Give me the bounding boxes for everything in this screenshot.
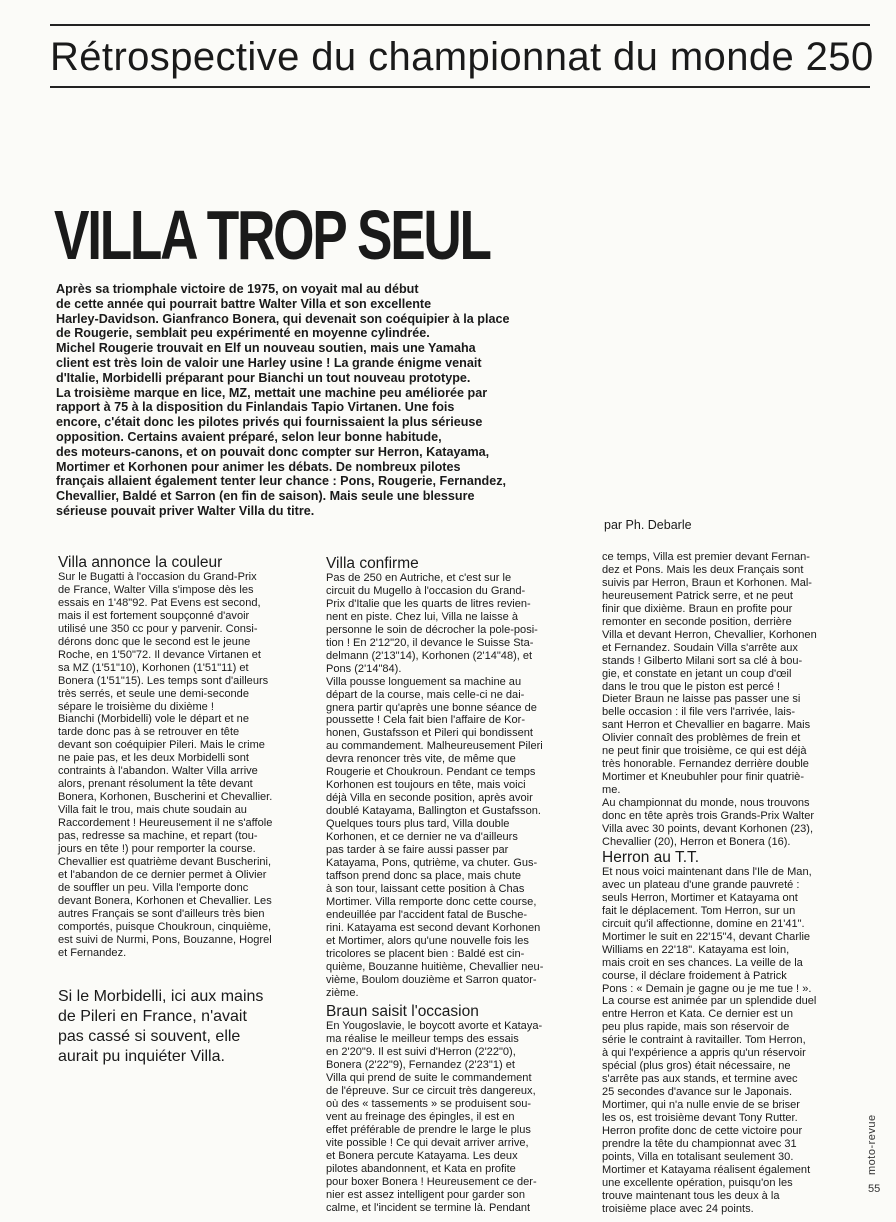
text-line: Mortimer, qui n'a nulle envie de se briser <box>602 1099 800 1112</box>
intro-line: des moteurs-canons, et on pouvait donc compter sur Herron, Katayama, <box>56 444 490 459</box>
pull-quote-line: aurait pu inquiéter Villa. <box>58 1048 225 1065</box>
column-3-body-1 <box>602 551 866 849</box>
text-line: ne paie pas, et les deux Morbidelli sont <box>58 752 249 765</box>
text-line: déjà Villa en seconde position, après avoir <box>326 792 533 805</box>
text-line: Rougerie et Choukroun. Pendant ce temps <box>326 766 536 779</box>
text-line: peu plus rapide, mais son réservoir de <box>602 1021 790 1034</box>
article-intro <box>56 282 616 519</box>
text-line: sépare le troisième du dixième ! <box>58 700 214 713</box>
text-line: remonter en seconde position, derrière <box>602 615 792 628</box>
pull-quote-line: de Pileri en France, n'avait <box>58 1008 247 1025</box>
intro-line: Harley-Davidson. Gianfranco Bonera, qui devenait son coéquipier à la place <box>56 311 510 326</box>
text-line: trouve maintenant tous les deux à la <box>602 1189 780 1202</box>
text-line: en 2'20"9. Il est suivi d'Herron (2'22"0), <box>326 1046 516 1059</box>
column-2 <box>326 555 592 1215</box>
text-line: nent en piste. Chez lui, Villa ne laisse à <box>326 610 519 623</box>
intro-line: opposition. Certains avaient préparé, selon leur bonne habitude, <box>56 429 442 444</box>
text-line: nier est assez intelligent pour garder son <box>326 1188 525 1201</box>
text-line: série le contraint à ravitailler. Tom Herron, <box>602 1034 806 1047</box>
text-line: tarde donc pas à se retrouver en tête <box>58 726 240 739</box>
text-line: donc en tête après trois Grands-Prix Walter <box>602 810 815 823</box>
text-line: entre Herron et Kata. Ce dernier est un <box>602 1008 793 1021</box>
text-line: Bonera, Korhonen, Buscherini et Chevallier. <box>58 791 273 804</box>
intro-line: rapport à 75 à la disposition du Finlandais Tapio Virtanen. Une fois <box>56 400 455 415</box>
text-line: tricolores se placent bien : Baldé est cin- <box>326 947 525 960</box>
intro-line: client est très loin de valoir une Harley usine ! La grande énigme venait <box>56 355 482 370</box>
text-line: Chevallier (20), Herron et Bonera (16). <box>602 835 791 848</box>
text-line: taffson prend donc sa place, mais chute <box>326 869 522 882</box>
intro-line: Michel Rougerie trouvait en Elf un nouveau soutien, mais une Yamaha <box>56 341 476 356</box>
text-line: Villa avec 30 points, devant Korhonen (23), <box>602 823 814 836</box>
text-line: Chevallier est quatrième devant Buscherini, <box>58 855 272 868</box>
byline: par Ph. Debarle <box>604 518 692 532</box>
text-line: très serrés, et seule une demi-seconde <box>58 687 249 700</box>
text-line: suivis par Herron, Braun et Korhonen. Mal- <box>602 576 812 589</box>
text-line: ce temps, Villa est premier devant Fernan- <box>602 551 810 563</box>
text-line: delmann (2'13"14), Korhonen (2'14"48), et <box>326 649 533 662</box>
text-line: heureusement Patrick serre, et ne peut <box>602 589 793 602</box>
text-line: devant son coéquipier Pileri. Mais le crime <box>58 739 265 752</box>
text-line: de l'épreuve. Sur ce circuit très dangereux, <box>326 1085 536 1098</box>
text-line: points, Villa en totalisant seulement 30. <box>602 1150 794 1163</box>
text-line: finir que dixième. Braun en profite pour <box>602 602 793 615</box>
intro-line: La troisième marque en lice, MZ, mettait une machine peu améliorée par <box>56 385 488 400</box>
text-line: Mortimer et Katayama réalisent également <box>602 1163 811 1176</box>
text-line: Pons (2'14"84). <box>326 662 402 675</box>
text-line: dérons donc que le second est le jeune <box>58 635 251 648</box>
text-line: à qui l'expérience a appris qu'un réservoir <box>602 1047 806 1060</box>
text-line: doublé Katayama, Ballington et Gustafsson. <box>326 805 541 818</box>
text-line: honen, Gustafsson et Pileri qui bondissent <box>326 727 533 740</box>
text-line: gnera partir qu'après une bonne séance de <box>326 701 537 714</box>
text-line: Herron profite donc de cette victoire pour <box>602 1124 803 1137</box>
text-line: Williams en 22'18". Katayama est loin, <box>602 943 790 956</box>
intro-line: de cette année qui pourrait battre Walter Villa et son excellente <box>56 296 432 311</box>
intro-line: français allaient également tenter leur chance : Pons, Rougerie, Fernandez, <box>56 474 507 489</box>
page-number: 55 <box>868 1183 881 1195</box>
text-line: sa MZ (1'51"10), Korhonen (1'51"11) et <box>58 661 249 674</box>
text-line: avec un plateau d'une grande pauvreté : <box>602 878 800 891</box>
text-line: sant Herron et Chevallier en bagarre. Mais <box>602 719 811 732</box>
text-line: La course est animée par un splendide duel <box>602 995 817 1008</box>
column-1 <box>58 554 308 960</box>
text-line: de souffler un peu. Villa l'emporte donc <box>58 881 249 894</box>
pull-quote-line: Si le Morbidelli, ici aux mains <box>58 988 264 1005</box>
text-line: fait le déplacement. Tom Herron, sur un <box>602 904 796 917</box>
bottom-rule <box>50 86 870 88</box>
text-line: Pas de 250 en Autriche, et c'est sur le <box>326 572 512 584</box>
text-line: dans le trou que le piston est percé ! <box>602 680 781 693</box>
text-line: et Fernandez. Soudain Villa s'arrête aux <box>602 641 798 654</box>
text-line: me. <box>602 784 621 797</box>
text-line: poussette ! Cela fait bien l'affaire de Kor- <box>326 714 526 727</box>
text-line: vième, Boulom douzième et Sarron quator- <box>326 973 537 986</box>
text-line: gie, et constate en jetant un coup d'œil <box>602 667 792 680</box>
text-line: spécial (plus gros) était nécessaire, ne <box>602 1060 791 1073</box>
text-line: et Fernandez. <box>58 946 127 959</box>
text-line: utilisé une 350 cc pour y parvenir. Consi- <box>58 622 258 635</box>
text-line: pilotes abandonnent, et Kata en profite <box>326 1162 516 1175</box>
pull-quote-line: pas cassé si souvent, elle <box>58 1028 241 1045</box>
text-line: Mortimer le suit en 22'15"4, devant Charlie <box>602 930 811 943</box>
text-line: s'arrête pas aux stands, et termine avec <box>602 1073 798 1086</box>
text-line: Mortimer et Kneubuhler pour finir quatriè- <box>602 771 805 784</box>
text-line: Raccordement ! Heureusement il ne s'affole <box>58 817 273 830</box>
top-rule <box>50 24 870 26</box>
text-line: Korhonen est toujours en tête, mais voici <box>326 779 526 792</box>
text-line: belle occasion : il file vers l'arrivée, lais- <box>602 706 796 719</box>
text-line: essais en 1'48"92. Pat Evens est second, <box>58 596 261 609</box>
subheading-braun-saisit: Braun saisit l'occasion <box>326 1003 479 1021</box>
text-line: dez et Pons. Mais les deux Français sont <box>602 563 804 576</box>
text-line: circuit qu'il affectionne, domine en 21'41". <box>602 917 805 930</box>
text-line: stands ! Gilberto Milani sort sa clé à bou- <box>602 654 803 667</box>
text-line: ma réalise le meilleur temps des essais <box>326 1033 519 1046</box>
text-line: mais croit en ses chances. La veille de la <box>602 956 803 969</box>
text-line: Bonera (1'51"15). Les temps sont d'ailleurs <box>58 674 269 687</box>
text-line: à son tour, laissant cette position à Chas <box>326 882 525 895</box>
text-line: pas tarder à se faire aussi passer par <box>326 844 509 857</box>
subheading-herron-tt: Herron au T.T. <box>602 848 700 866</box>
text-line: Et nous voici maintenant dans l'Ile de Man, <box>602 865 812 878</box>
text-line: de France, Walter Villa s'impose dès les <box>58 583 254 596</box>
text-line: les os, est troisième devant Tony Rutter. <box>602 1112 798 1125</box>
text-line: où des « tassements » se produisent sou- <box>326 1098 532 1111</box>
text-line: au commandement. Malheureusement Pileri <box>326 740 543 753</box>
text-line: pas, redresse sa machine, et repart (tou- <box>58 830 258 843</box>
intro-line: sérieuse pouvait priver Walter Villa du titre. <box>56 503 315 518</box>
text-line: devant Bonera, Korhonen et Chevallier. Les <box>58 894 272 907</box>
text-line: Katayama, Pons, qutrième, va chuter. Gus- <box>326 856 538 869</box>
text-line: et Bonera percute Katayama. Les deux <box>326 1149 518 1162</box>
text-line: troisième place avec 24 points. <box>602 1202 754 1215</box>
text-line: vent au freinage des épingles, il est en <box>326 1111 515 1124</box>
text-line: Korhonen, et ce dernier ne va d'ailleurs <box>326 831 518 844</box>
text-line: Sur le Bugatti à l'occasion du Grand-Prix <box>58 571 257 583</box>
text-line: seuls Herron, Mortimer et Katayama ont <box>602 891 798 904</box>
text-line: pour boxer Bonera ! Heureusement ce der- <box>326 1175 537 1188</box>
text-line: rini. Katayama est second devant Korhonen <box>326 921 541 934</box>
subheading-villa-confirme: Villa confirme <box>326 555 419 572</box>
text-line: Villa et devant Herron, Chevallier, Korhonen <box>602 628 817 641</box>
text-line: Pons : « Demain je gagne ou je me tue ! ». <box>602 982 812 995</box>
text-line: Quelques tours plus tard, Villa double <box>326 818 510 831</box>
text-line: Villa qui prend de suite le commandement <box>326 1072 532 1085</box>
column-3 <box>602 551 866 1216</box>
text-line: mais il est fortement soupçonné d'avoir <box>58 609 250 622</box>
text-line: départ de la course, mais celle-ci ne dai- <box>326 688 525 701</box>
text-line: 25 secondes d'avance sur le Japonais. <box>602 1086 793 1099</box>
subheading-villa-annonce: Villa annonce la couleur <box>58 554 223 571</box>
text-line: contraints à l'abandon. Walter Villa arrive <box>58 765 258 778</box>
text-line: effet préférable de prendre le large le plus <box>326 1124 531 1137</box>
text-line: personne le soin de décrocher la pole-posi- <box>326 623 538 636</box>
text-line: ne peut finir que troisième, ce qui est déjà <box>602 745 807 758</box>
article-headline: VILLA TROP SEUL <box>54 196 490 274</box>
text-line: et Mortimer, alors qu'une nouvelle fois les <box>326 934 529 947</box>
section-title: Rétrospective du championnat du monde 250 <box>50 35 874 79</box>
text-line: devra renoncer très vite, de même que <box>326 753 516 766</box>
text-line: autres Français se sont d'ailleurs très bien <box>58 907 265 920</box>
text-line: quième, Bouzanne huitième, Chevallier neu- <box>326 960 544 973</box>
text-line: tion ! En 2'12"20, il devance le Suisse Sta- <box>326 636 534 649</box>
text-line: Bonera (2'22"9), Fernandez (2'23"1) et <box>326 1059 515 1072</box>
intro-line: encore, c'était donc les pilotes privés qui fournissaient la plus sérieuse <box>56 415 483 430</box>
text-line: une excellente opération, puisqu'on les <box>602 1176 793 1189</box>
column-3-body-2 <box>602 866 866 1216</box>
intro-line: de Rougerie, semblait peu expérimenté en moyenne cylindrée. <box>56 326 430 341</box>
text-line: circuit du Mugello à l'occasion du Grand- <box>326 584 526 597</box>
text-line: Villa pousse longuement sa machine au <box>326 675 522 688</box>
column-2-body-2 <box>326 1020 592 1214</box>
column-1-body <box>58 571 308 960</box>
text-line: alors, prenant résolument la tête devant <box>58 778 253 791</box>
text-line: comportés, puisque Choukroun, cinquième, <box>58 920 272 933</box>
text-line: et l'abandon de ce dernier permet à Olivier <box>58 868 267 881</box>
pull-quote <box>58 987 308 1067</box>
magazine-name: moto-revue <box>866 1114 878 1175</box>
intro-line: Chevallier, Baldé et Sarron (en fin de saison). Mais seule une blessure <box>56 489 475 504</box>
text-line: jours en tête !) pour remporter la course. <box>58 843 256 856</box>
text-line: vite possible ! Ce qui devait arriver arrive, <box>326 1137 529 1150</box>
text-line: très honorable. Fernandez derrière double <box>602 758 809 771</box>
text-line: calme, et l'incident se termine là. Pendant <box>326 1201 531 1214</box>
text-line: Olivier connaît des problèmes de frein et <box>602 732 801 745</box>
text-line: endeuillée par l'accident fatal de Busche- <box>326 908 528 921</box>
text-line: Roche, en 1'50"72. Il devance Virtanen et <box>58 648 261 661</box>
text-line: Bianchi (Morbidelli) vole le départ et ne <box>58 713 249 726</box>
intro-line: d'Italie, Morbidelli préparant pour Bianchi un tout nouveau prototype. <box>56 370 471 385</box>
text-line: zième. <box>326 986 359 999</box>
text-line: est suivi de Nurmi, Pons, Bouzanne, Hogrel <box>58 933 272 946</box>
text-line: Prix d'Italie que les quarts de litres revien- <box>326 597 531 610</box>
text-line: Mortimer. Villa remporte donc cette course, <box>326 895 537 908</box>
text-line: Au championnat du monde, nous trouvons <box>602 797 810 810</box>
intro-line: Après sa triomphale victoire de 1975, on voyait mal au début <box>56 282 419 296</box>
text-line: En Yougoslavie, le boycott avorte et Kataya- <box>326 1020 543 1033</box>
text-line: course, il déclare froidement à Patrick <box>602 969 787 982</box>
text-line: Dieter Braun ne laisse pas passer une si <box>602 693 801 706</box>
column-2-body-1 <box>326 572 592 999</box>
intro-line: Mortimer et Korhonen pour animer les débats. De nombreux pilotes <box>56 459 461 474</box>
text-line: Villa fait le trou, mais chute soudain au <box>58 804 247 817</box>
text-line: prendre la tête du championnat avec 31 <box>602 1137 797 1150</box>
